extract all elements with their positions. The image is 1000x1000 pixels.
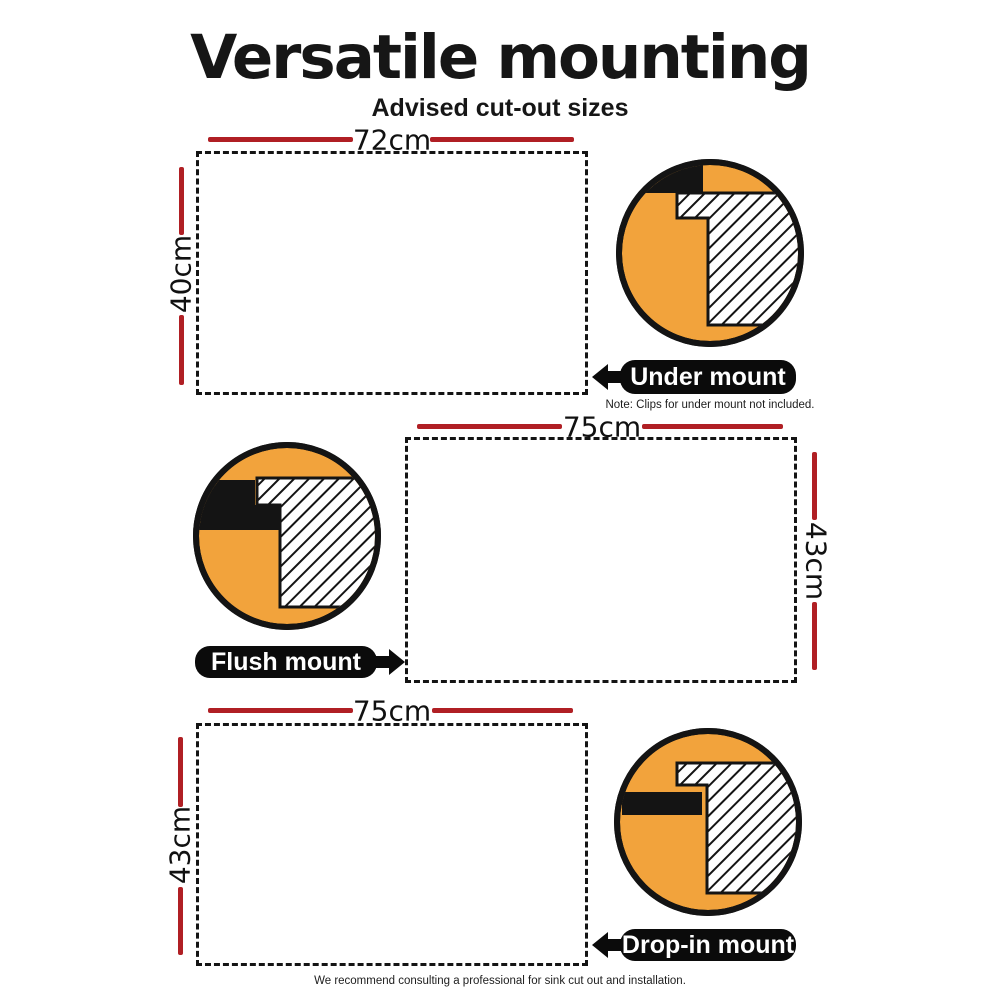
height-dimension-label: 43cm <box>163 805 197 885</box>
under-mount-label: Under mount <box>620 360 796 394</box>
dimension-line <box>430 137 574 142</box>
drop-in-mount-label: Drop-in mount <box>620 929 796 961</box>
dimension-line <box>179 167 184 235</box>
dimension-line <box>178 737 183 807</box>
dimension-line <box>432 708 573 713</box>
height-dimension-label: 40cm <box>164 234 198 314</box>
cutout-outline-drop-in-mount <box>196 723 588 966</box>
arrow-right-icon <box>372 646 406 678</box>
dimension-line <box>417 424 562 429</box>
height-dimension-label: 43cm <box>799 521 833 601</box>
flush-mount-cross-section-icon <box>187 436 387 636</box>
dimension-line <box>812 452 817 520</box>
footer-disclaimer: We recommend consulting a professional for sink cut out and installation. <box>314 975 686 987</box>
under-mount-note: Note: Clips for under mount not included. <box>605 399 815 411</box>
drop-in-mount-cross-section-icon <box>608 722 808 922</box>
dimension-line <box>178 887 183 955</box>
cutout-outline-flush-mount <box>405 437 797 683</box>
dimension-line <box>812 602 817 670</box>
flush-mount-label: Flush mount <box>195 646 377 678</box>
page-title: Versatile mounting <box>190 22 810 93</box>
cutout-outline-under-mount <box>196 151 588 395</box>
dimension-line <box>179 315 184 385</box>
dimension-line <box>208 137 353 142</box>
width-dimension-label: 72cm <box>352 123 432 157</box>
dimension-line <box>642 424 783 429</box>
page-subtitle: Advised cut-out sizes <box>371 94 629 122</box>
under-mount-cross-section-icon <box>610 153 810 353</box>
dimension-line <box>208 708 353 713</box>
width-dimension-label: 75cm <box>352 694 432 728</box>
width-dimension-label: 75cm <box>562 410 642 444</box>
